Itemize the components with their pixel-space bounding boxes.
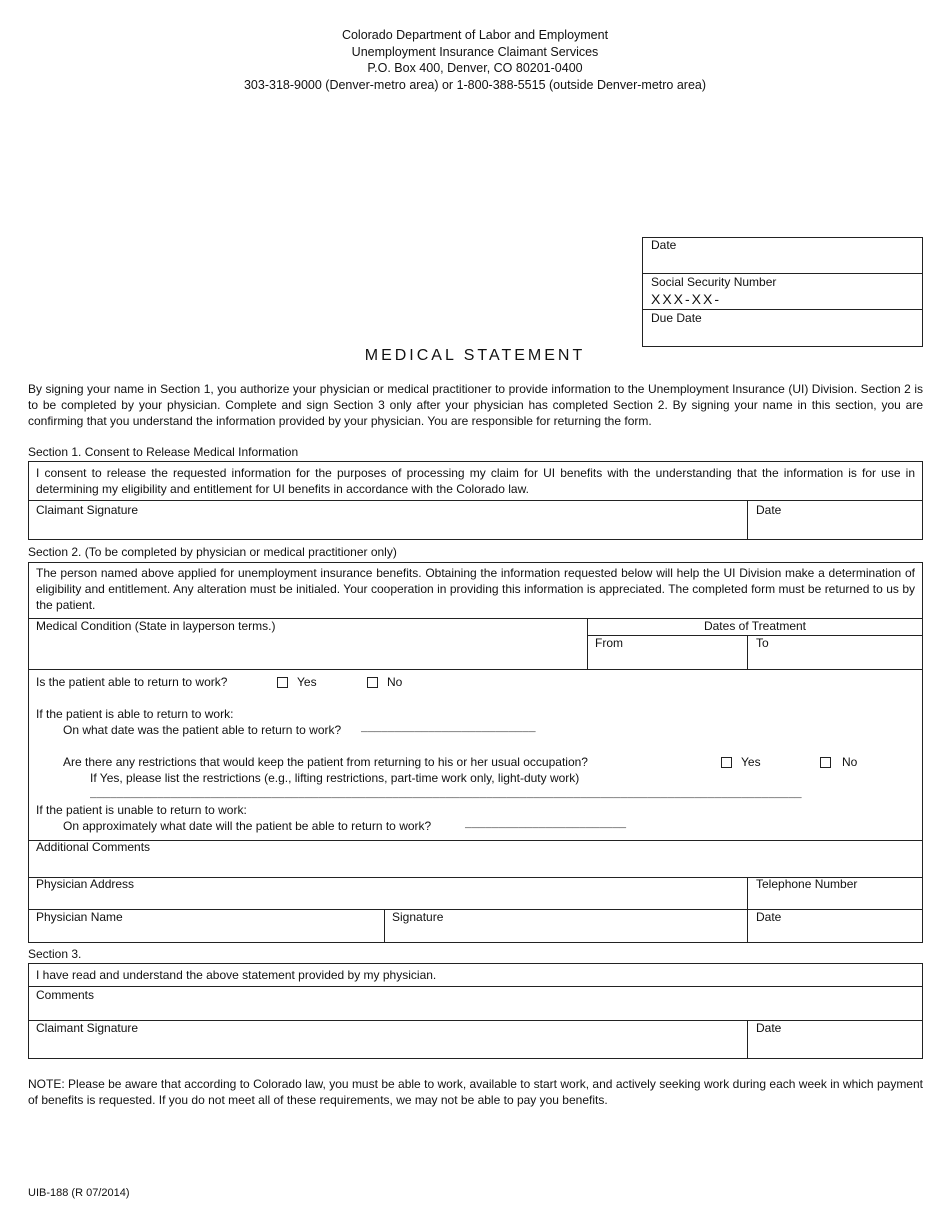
physician-signature-field[interactable] [385, 925, 746, 942]
divider [642, 273, 923, 274]
physician-name-label: Physician Name [36, 910, 123, 924]
header-line-4: 303-318-9000 (Denver-metro area) or 1-800-388-5515 (outside Denver-metro area) [243, 77, 707, 92]
from-label: From [595, 636, 623, 650]
comments-label: Comments [36, 988, 95, 1002]
header-line-1: Colorado Department of Labor and Employment [341, 28, 609, 42]
physician-date-label: Date [756, 910, 782, 924]
intro-paragraph: By signing your name in Section 1, you authorize your physician or medical practitioner to provide information to the Unemployment Insurance (UI) Division. Section 2 is to be completed by your physician. Complete and sign Section 3 only after your physician has completed Section 2. By signing your name in this section, you are confirming that you understand the information provided by your physician. You are responsible for returning the form. [28, 382, 923, 428]
section3-date-label: Date [756, 1021, 782, 1035]
form-id: UIB-188 (R 07/2014) [28, 1187, 130, 1199]
section3-date-field[interactable] [748, 1036, 922, 1058]
able-yes-label: Yes [297, 675, 317, 689]
treatment-to-field[interactable] [748, 651, 922, 668]
ssn-field[interactable]: XXX-XX- [651, 291, 722, 307]
ssn-label: Social Security Number [651, 275, 777, 289]
due-date-field[interactable] [643, 326, 922, 346]
legal-note: NOTE: Please be aware that according to Colorado law, you must be able to work, available to start work, and actively seeking work during each week in which payment of benefits is requested. If you do not meet all of these requirements, we may not be able to pay you benefits. [28, 1077, 923, 1107]
restrictions-no-checkbox[interactable] [820, 757, 831, 768]
physician-name-field[interactable] [29, 925, 383, 942]
medical-condition-field[interactable] [29, 636, 586, 668]
due-date-label: Due Date [651, 311, 702, 325]
claimant-signature-label: Claimant Signature [36, 503, 139, 517]
section3-heading: Section 3. [28, 947, 82, 961]
divider [587, 635, 923, 636]
dates-of-treatment-label: Dates of Treatment [703, 619, 807, 633]
divider [28, 909, 923, 910]
consent-text: I consent to release the requested information for the purposes of processing my claim for UI benefits with the understanding that the information is for use in determining my eligibility and entitlement for UI benefits in accordance with the Colorado law. [36, 466, 915, 496]
physician-address-field[interactable] [29, 892, 746, 909]
approx-return-date-field[interactable]: ________________________ [465, 819, 627, 831]
divider [28, 1020, 923, 1021]
header-line-3: P.O. Box 400, Denver, CO 80201-0400 [367, 61, 583, 75]
treatment-from-field[interactable] [588, 651, 746, 668]
restrictions-no-label: No [842, 755, 858, 769]
claimant-signature-field[interactable] [29, 518, 746, 539]
section1-heading: Section 1. Consent to Release Medical Information [28, 445, 299, 459]
divider [28, 500, 923, 501]
additional-comments-field[interactable] [29, 855, 922, 876]
divider [28, 669, 923, 670]
return-date-field[interactable]: __________________________ [361, 723, 536, 735]
physician-signature-label: Signature [392, 910, 444, 924]
info-date-label: Date [651, 238, 677, 252]
divider [642, 309, 923, 310]
form-title: MEDICAL STATEMENT [364, 347, 586, 364]
if-able-label: If the patient is able to return to work: [36, 707, 234, 721]
able-no-checkbox[interactable] [367, 677, 378, 688]
comments-field[interactable] [29, 1003, 922, 1020]
to-label: To [756, 636, 769, 650]
return-date-question: On what date was the patient able to return to work? [63, 723, 342, 737]
restrictions-field[interactable]: __________________________________________________________________________________________________________ [90, 789, 802, 801]
able-no-label: No [387, 675, 403, 689]
section2-intro: The person named above applied for unemployment insurance benefits. Obtaining the information requested below will help the UI Division make a determination of eligibility and entitlement. Any alteration must be initialed. Your cooperation in providing this information is appreciated. The completed form must be returned to us by the patient. [36, 566, 915, 612]
divider [28, 986, 923, 987]
additional-comments-label: Additional Comments [36, 840, 151, 854]
approx-return-date-question: On approximately what date will the patient be able to return to work? [63, 819, 432, 833]
medical-condition-label: Medical Condition (State in layperson terms.) [36, 619, 276, 633]
section2-heading: Section 2. (To be completed by physician or medical practitioner only) [28, 545, 397, 559]
header-line-2: Unemployment Insurance Claimant Services [351, 44, 599, 59]
physician-address-label: Physician Address [36, 877, 135, 891]
if-unable-label: If the patient is unable to return to work: [36, 803, 247, 817]
able-to-return-question: Is the patient able to return to work? [36, 675, 228, 689]
restrictions-question: Are there any restrictions that would keep the patient from returning to his or her usual occupation? [63, 755, 588, 769]
restrictions-yes-label: Yes [741, 755, 761, 769]
able-yes-checkbox[interactable] [277, 677, 288, 688]
restrictions-yes-checkbox[interactable] [721, 757, 732, 768]
divider [28, 840, 923, 841]
section1-date-field[interactable] [748, 518, 922, 539]
telephone-label: Telephone Number [756, 877, 858, 891]
agency-header [0, 27, 950, 93]
info-date-field[interactable] [643, 252, 922, 272]
understand-statement: I have read and understand the above statement provided by my physician. [36, 968, 437, 982]
section1-date-label: Date [756, 503, 782, 517]
telephone-field[interactable] [748, 892, 922, 909]
section3-signature-label: Claimant Signature [36, 1021, 139, 1035]
restrictions-list-instruction: If Yes, please list the restrictions (e.g., lifting restrictions, part-time work only, light-duty work) [90, 771, 580, 785]
physician-date-field[interactable] [748, 925, 922, 942]
section3-signature-field[interactable] [29, 1036, 746, 1058]
